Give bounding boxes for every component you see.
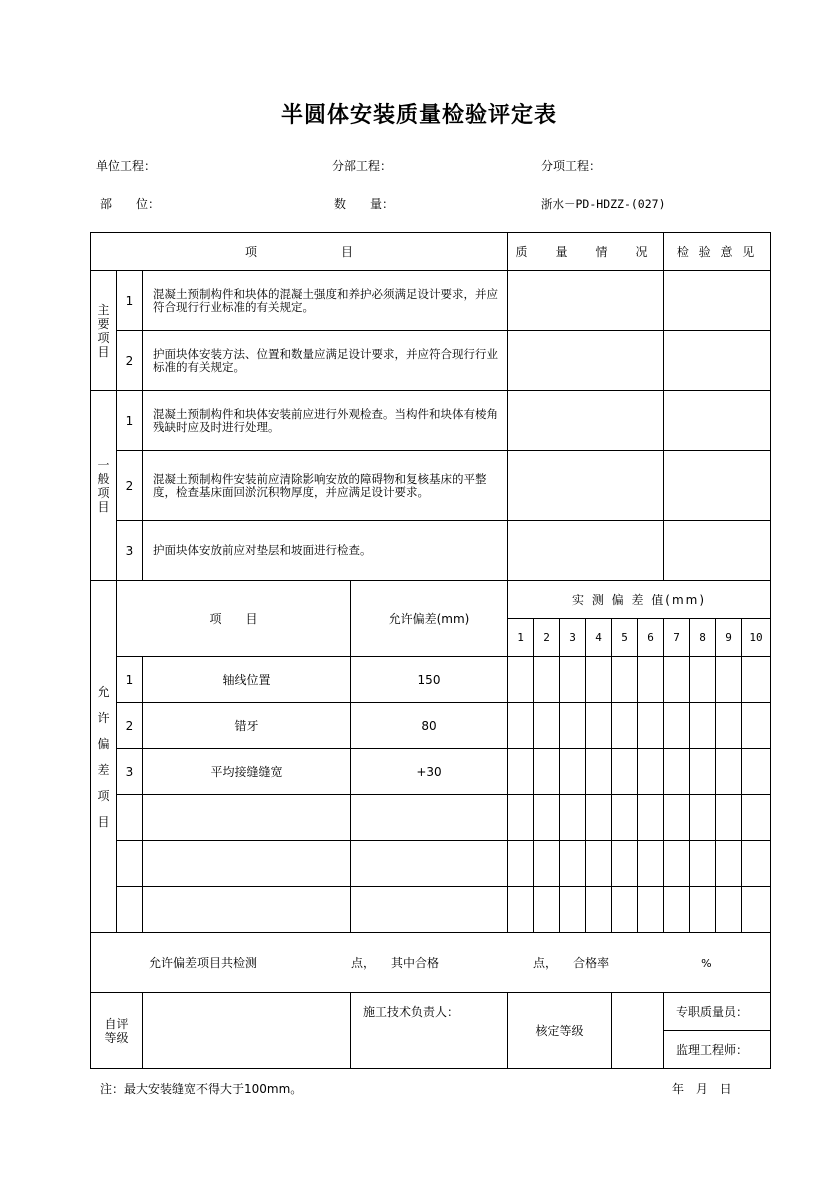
deviation-item-header: 项 目: [117, 581, 351, 657]
measure-cell[interactable]: [612, 887, 638, 933]
measure-cell[interactable]: [690, 749, 716, 795]
opinion-cell[interactable]: [664, 521, 771, 581]
measure-cell[interactable]: [534, 887, 560, 933]
summary-points-label: 点，: [351, 956, 376, 970]
measure-cell[interactable]: [586, 703, 612, 749]
deviation-allow: +30: [351, 749, 508, 795]
deviation-items-group: [91, 581, 117, 933]
deviation-allow: [351, 887, 508, 933]
measure-col-header: 5: [612, 619, 638, 657]
approved-grade-value[interactable]: [612, 993, 664, 1069]
measure-cell[interactable]: [742, 749, 771, 795]
measured-deviation-header: 实 测 偏 差 值(mm): [508, 581, 771, 619]
measure-cell[interactable]: [560, 887, 586, 933]
opinion-cell[interactable]: [664, 391, 771, 451]
opinion-cell[interactable]: [664, 451, 771, 521]
quality-cell[interactable]: [508, 271, 664, 331]
main-items-group: [91, 271, 117, 391]
general-item-text: 护面块体安放前应对垫层和坡面进行检查。: [143, 521, 508, 581]
deviation-row: [91, 841, 771, 887]
quantity-label: 数 量：: [334, 197, 395, 211]
main-item-no: 2: [117, 331, 143, 391]
deviation-allow: [351, 795, 508, 841]
measure-cell[interactable]: [508, 841, 534, 887]
measure-cell[interactable]: [638, 657, 664, 703]
measure-cell[interactable]: [612, 841, 638, 887]
measure-cell[interactable]: [716, 749, 742, 795]
form-code: 浙水－PD-HDZZ-(027): [541, 197, 666, 211]
measure-col-header: 9: [716, 619, 742, 657]
measure-cell[interactable]: [560, 841, 586, 887]
general-item-text: 混凝土预制构件和块体安装前应进行外观检查。当构件和块体有棱角残缺时应及时进行处理。: [143, 391, 508, 451]
deviation-name: 错牙: [143, 703, 351, 749]
header-item: 项 目: [91, 233, 508, 271]
measure-col-header: 10: [742, 619, 771, 657]
deviation-no: [117, 887, 143, 933]
deviation-group-label: 允许偏差项目: [97, 684, 110, 829]
measure-col-header: 7: [664, 619, 690, 657]
measure-cell[interactable]: [638, 887, 664, 933]
measure-cell[interactable]: [560, 703, 586, 749]
main-item-text: 护面块体安装方法、位置和数量应满足设计要求，并应符合现行行业标准的有关规定。: [143, 331, 508, 391]
footnote: 注：最大安装缝宽不得大于100mm。: [100, 1082, 303, 1096]
measure-cell[interactable]: [664, 841, 690, 887]
measure-cell[interactable]: [664, 749, 690, 795]
measure-col-header: 4: [586, 619, 612, 657]
main-group-label: 主要项目: [97, 302, 110, 359]
main-item-text: 混凝土预制构件和块体的混凝土强度和养护必须满足设计要求，并应符合现行行业标准的有关规定。: [143, 271, 508, 331]
general-group-label: 一般项目: [97, 457, 110, 514]
measure-cell[interactable]: [638, 841, 664, 887]
summary-passed-label: 其中合格: [391, 956, 440, 970]
deviation-row: [91, 657, 771, 703]
summary-percent: %: [701, 957, 712, 970]
self-eval-text: 自评等级: [104, 1016, 129, 1045]
measure-cell[interactable]: [612, 657, 638, 703]
self-evaluation-label: [91, 993, 143, 1069]
deviation-row: [91, 795, 771, 841]
measure-cell[interactable]: [690, 657, 716, 703]
deviation-row: [91, 887, 771, 933]
summary-rate-label: 合格率: [573, 956, 610, 970]
opinion-cell[interactable]: [664, 331, 771, 391]
location-label: 部 位：: [100, 197, 161, 211]
measure-cell[interactable]: [664, 795, 690, 841]
measure-cell[interactable]: [534, 749, 560, 795]
measure-cell[interactable]: [742, 887, 771, 933]
measure-cell[interactable]: [586, 887, 612, 933]
general-item-no: 1: [117, 391, 143, 451]
deviation-no: [117, 795, 143, 841]
deviation-allow-header: 允许偏差(mm): [351, 581, 508, 657]
measure-cell[interactable]: [612, 703, 638, 749]
general-item-text: 混凝土预制构件安装前应清除影响安放的障碍物和复核基床的平整度，检查基床面回淤沉积物厚度，并应满足设计要求。: [143, 451, 508, 521]
deviation-no: [117, 841, 143, 887]
deviation-row: [91, 749, 771, 795]
deviation-no: 1: [117, 657, 143, 703]
deviation-allow: 150: [351, 657, 508, 703]
measure-cell[interactable]: [664, 887, 690, 933]
measure-cell[interactable]: [690, 703, 716, 749]
measure-cell[interactable]: [534, 703, 560, 749]
measure-cell[interactable]: [716, 841, 742, 887]
measure-cell[interactable]: [716, 657, 742, 703]
quality-cell[interactable]: [508, 391, 664, 451]
general-items-group: [91, 391, 117, 581]
measure-cell[interactable]: [664, 657, 690, 703]
measure-cell[interactable]: [716, 795, 742, 841]
measure-cell[interactable]: [586, 795, 612, 841]
date-label: 年 月 日: [672, 1082, 732, 1096]
quality-cell[interactable]: [508, 521, 664, 581]
measure-cell[interactable]: [560, 657, 586, 703]
deviation-row: [91, 703, 771, 749]
general-item-no: 3: [117, 521, 143, 581]
measure-cell[interactable]: [612, 749, 638, 795]
deviation-no: 3: [117, 749, 143, 795]
measure-cell[interactable]: [690, 795, 716, 841]
unit-project-label: 单位工程：: [96, 159, 157, 173]
measure-cell[interactable]: [586, 657, 612, 703]
measure-cell[interactable]: [638, 703, 664, 749]
general-item-no: 2: [117, 451, 143, 521]
deviation-name: 轴线位置: [143, 657, 351, 703]
measure-col-header: 6: [638, 619, 664, 657]
deviation-name: [143, 795, 351, 841]
measure-cell[interactable]: [638, 795, 664, 841]
measure-cell[interactable]: [742, 841, 771, 887]
header-quality: 质 量 情 况: [508, 233, 664, 271]
inspection-table: [90, 232, 771, 1069]
measure-cell[interactable]: [742, 795, 771, 841]
measure-cell[interactable]: [534, 841, 560, 887]
measure-cell[interactable]: [560, 795, 586, 841]
measure-cell[interactable]: [664, 703, 690, 749]
summary-checked-label: 允许偏差项目共检测: [149, 956, 258, 970]
deviation-name: 平均接缝缝宽: [143, 749, 351, 795]
approved-grade-label: 核定等级: [508, 993, 612, 1069]
measure-cell[interactable]: [586, 841, 612, 887]
deviation-allow: [351, 841, 508, 887]
page-title: 半圆体安装质量检验评定表: [280, 103, 557, 128]
measure-cell[interactable]: [638, 749, 664, 795]
summary-points-label: 点，: [533, 956, 558, 970]
measure-cell[interactable]: [690, 841, 716, 887]
measure-col-header: 2: [534, 619, 560, 657]
opinion-cell[interactable]: [664, 271, 771, 331]
deviation-name: [143, 887, 351, 933]
division-project-label: 分部工程：: [332, 159, 393, 173]
deviation-summary: [91, 933, 771, 993]
measure-cell[interactable]: [586, 749, 612, 795]
measure-cell[interactable]: [534, 657, 560, 703]
main-item-no: 1: [117, 271, 143, 331]
quality-cell[interactable]: [508, 331, 664, 391]
deviation-no: 2: [117, 703, 143, 749]
measure-cell[interactable]: [690, 887, 716, 933]
supervisor-label: 监理工程师：: [664, 1031, 771, 1069]
quality-officer-label: 专职质量员：: [664, 993, 771, 1031]
tech-lead-label: 施工技术负责人：: [351, 993, 508, 1069]
measure-cell[interactable]: [612, 795, 638, 841]
self-evaluation-grade[interactable]: [143, 993, 351, 1069]
item-project-label: 分项工程：: [541, 159, 602, 173]
measure-cell[interactable]: [508, 749, 534, 795]
measure-col-header: 1: [508, 619, 534, 657]
deviation-allow: 80: [351, 703, 508, 749]
measure-cell[interactable]: [742, 657, 771, 703]
measure-col-header: 3: [560, 619, 586, 657]
quality-cell[interactable]: [508, 451, 664, 521]
measure-cell[interactable]: [508, 795, 534, 841]
measure-cell[interactable]: [716, 887, 742, 933]
measure-col-header: 8: [690, 619, 716, 657]
measure-cell[interactable]: [560, 749, 586, 795]
measure-cell[interactable]: [742, 703, 771, 749]
measure-cell[interactable]: [534, 795, 560, 841]
header-opinion: 检 验 意 见: [664, 233, 771, 271]
measure-cell[interactable]: [716, 703, 742, 749]
measure-cell[interactable]: [508, 703, 534, 749]
measure-cell[interactable]: [508, 657, 534, 703]
measure-cell[interactable]: [508, 887, 534, 933]
deviation-name: [143, 841, 351, 887]
